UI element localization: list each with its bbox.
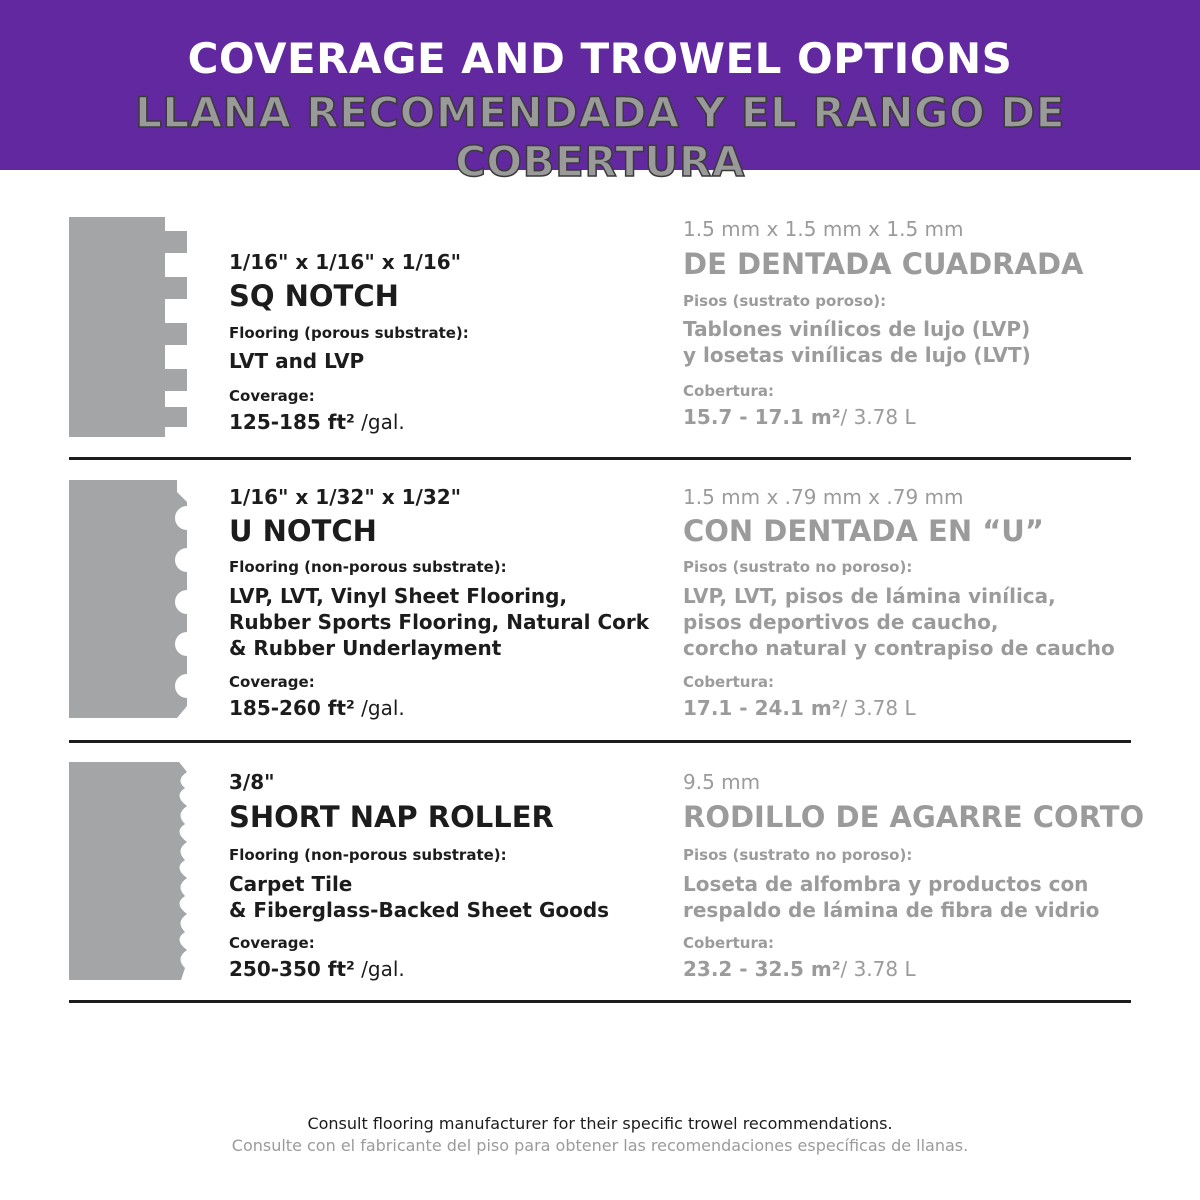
- flooring-line: LVP, LVT, pisos de lámina vinílica,: [683, 584, 1056, 608]
- flooring-line: LVP, LVT, Vinyl Sheet Flooring,: [229, 584, 568, 608]
- coverage-unit: / 3.78 L: [840, 696, 916, 720]
- coverage-en: [229, 410, 405, 434]
- row-divider: [69, 740, 1131, 743]
- flooring-line: Carpet Tile: [229, 872, 353, 896]
- flooring-line: Tablones vinílicos de lujo (LVP): [683, 317, 1031, 341]
- footer-note-es: Consulte con el fabricante del piso para obtener las recomendaciones específicas de llanas.: [231, 1136, 969, 1155]
- dims-en: 1/16" x 1/16" x 1/16": [229, 250, 462, 274]
- trowel-name-es: RODILLO DE AGARRE CORTO: [683, 800, 1145, 834]
- header-banner: [0, 0, 1200, 186]
- coverage-value: 125-185 ft²: [229, 410, 355, 434]
- coverage-label-es: Cobertura:: [683, 382, 774, 400]
- flooring-line: Rubber Sports Flooring, Natural Cork: [229, 610, 650, 634]
- flooring-types-es: [683, 583, 1115, 661]
- coverage-unit: / 3.78 L: [840, 405, 916, 429]
- coverage-unit: /gal.: [354, 696, 405, 720]
- flooring-label-es: Pisos (sustrato no poroso):: [683, 846, 913, 864]
- coverage-en: [229, 957, 405, 981]
- dims-en: 3/8": [229, 770, 275, 794]
- flooring-line: & Fiberglass-Backed Sheet Goods: [229, 898, 610, 922]
- flooring-line: & Rubber Underlayment: [229, 636, 502, 660]
- title-english: COVERAGE AND TROWEL OPTIONS: [187, 34, 1013, 83]
- flooring-line: Loseta de alfombra y productos con: [683, 872, 1089, 896]
- coverage-unit: /gal.: [354, 410, 405, 434]
- trowel-name-es: DE DENTADA CUADRADA: [683, 247, 1084, 281]
- flooring-types-en: [229, 348, 364, 374]
- flooring-line: respaldo de lámina de fibra de vidrio: [683, 898, 1100, 922]
- dims-es: 9.5 mm: [683, 770, 761, 794]
- trowel-name-es: CON DENTADA EN “U”: [683, 514, 1044, 548]
- flooring-types-es: [683, 316, 1031, 368]
- coverage-label-en: Coverage:: [229, 387, 315, 405]
- flooring-types-en: [229, 583, 649, 661]
- flooring-line: LVT and LVP: [229, 349, 365, 373]
- coverage-value: 17.1 - 24.1 m²: [683, 696, 841, 720]
- trowel-name-en: SQ NOTCH: [229, 279, 399, 313]
- coverage-value: 23.2 - 32.5 m²: [683, 957, 841, 981]
- trowel-name-en: SHORT NAP ROLLER: [229, 800, 554, 834]
- coverage-es: [683, 696, 916, 720]
- coverage-value: 185-260 ft²: [229, 696, 355, 720]
- flooring-label-en: Flooring (non-porous substrate):: [229, 558, 507, 576]
- flooring-label-en: Flooring (non-porous substrate):: [229, 846, 507, 864]
- trowel-name-en: U NOTCH: [229, 514, 377, 548]
- dims-es: 1.5 mm x .79 mm x .79 mm: [683, 485, 964, 509]
- coverage-label-es: Cobertura:: [683, 934, 774, 952]
- flooring-line: y losetas vinílicas de lujo (LVT): [683, 343, 1031, 367]
- flooring-types-es: [683, 871, 1099, 923]
- title-spanish: LLANA RECOMENDADA Y EL RANGO DE COBERTURA: [135, 88, 1065, 186]
- coverage-label-en: Coverage:: [229, 673, 315, 691]
- dims-es: 1.5 mm x 1.5 mm x 1.5 mm: [683, 217, 964, 241]
- coverage-value: 15.7 - 17.1 m²: [683, 405, 841, 429]
- flooring-label-en: Flooring (porous substrate):: [229, 324, 469, 342]
- flooring-types-en: [229, 871, 609, 923]
- u-notch-trowel-icon: [69, 480, 189, 718]
- coverage-unit: /gal.: [354, 957, 405, 981]
- square-notch-trowel-icon: [69, 217, 189, 437]
- flooring-label-es: Pisos (sustrato no poroso):: [683, 558, 913, 576]
- row-divider: [69, 1000, 1131, 1003]
- coverage-es: [683, 405, 916, 429]
- dims-en: 1/16" x 1/32" x 1/32": [229, 485, 462, 509]
- coverage-label-en: Coverage:: [229, 934, 315, 952]
- short-nap-roller-icon: [69, 762, 189, 980]
- row-divider: [69, 457, 1131, 460]
- flooring-line: pisos deportivos de caucho,: [683, 610, 999, 634]
- coverage-value: 250-350 ft²: [229, 957, 355, 981]
- coverage-label-es: Cobertura:: [683, 673, 774, 691]
- coverage-es: [683, 957, 916, 981]
- coverage-en: [229, 696, 405, 720]
- flooring-label-es: Pisos (sustrato poroso):: [683, 292, 887, 310]
- footer-note-en: Consult flooring manufacturer for their specific trowel recommendations.: [307, 1114, 893, 1133]
- coverage-unit: / 3.78 L: [840, 957, 916, 981]
- flooring-line: corcho natural y contrapiso de caucho: [683, 636, 1115, 660]
